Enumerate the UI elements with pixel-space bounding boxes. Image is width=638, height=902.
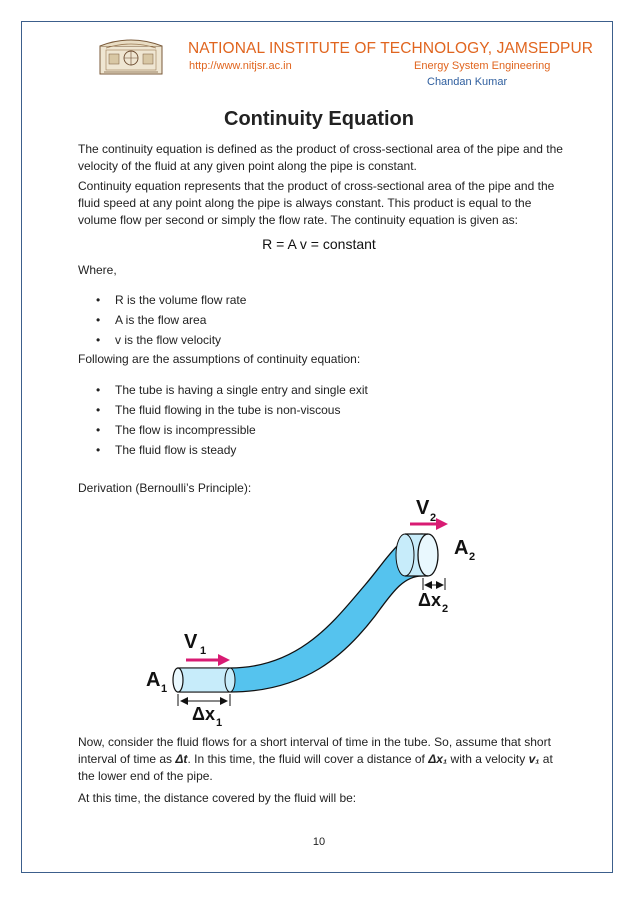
list-item: • The fluid flow is steady	[96, 440, 368, 460]
end-cap-2	[418, 534, 438, 576]
label-dx1: Δx	[192, 704, 215, 724]
delta-t-symbol: Δt	[175, 752, 188, 766]
tube-section-1	[178, 668, 230, 692]
institute-url[interactable]: http://www.nitjsr.ac.in	[189, 60, 292, 72]
institute-name: NATIONAL INSTITUTE OF TECHNOLOGY, JAMSEDPUR	[188, 40, 594, 57]
department-name: Energy System Engineering	[414, 60, 551, 72]
label-a1-sub: 1	[161, 683, 168, 695]
where-label: Where,	[78, 263, 117, 277]
page-number: 10	[312, 836, 326, 848]
end-cap-1	[173, 668, 183, 692]
label-v2: V	[416, 497, 430, 519]
assumption-list	[96, 380, 368, 460]
label-dx2: Δx	[418, 590, 441, 610]
intro-paragraph-2: Continuity equation represents that the product of cross-sectional area of the pipe and the fluid speed at any point along the pipe is always constant. This product is equal to the volume flow per second or simply the flow rate. The continuity equation is given as:	[78, 179, 555, 227]
v1-symbol: v₁	[528, 752, 540, 766]
velocity-arrow-1	[186, 654, 230, 666]
variable-list	[96, 290, 246, 350]
derivation-paragraph-1: Now, consider the fluid flows for a short interval of time in the tube. So, assume that short interval of time as Δt. In this time, the fluid will cover a distance of Δx₁ with a velocity v₁ at the lower end of the pipe.	[78, 735, 553, 783]
page-title: Continuity Equation	[224, 108, 414, 130]
list-item: • R is the volume flow rate	[96, 290, 246, 310]
continuity-equation: R = A v = constant	[262, 236, 376, 252]
dx2-dimension	[423, 578, 445, 590]
intro-paragraph-1: The continuity equation is defined as the product of cross-sectional area of the pipe and the velocity of the fluid at any given point along the pipe is constant.	[78, 142, 563, 173]
derivation-label: Derivation (Bernoulli’s Principle):	[78, 481, 252, 495]
label-v1: V	[184, 631, 198, 653]
flow-tube-diagram	[140, 490, 490, 730]
label-dx2-sub: 2	[442, 603, 449, 615]
assumptions-intro: Following are the assumptions of continuity equation:	[78, 352, 361, 366]
list-item: • The fluid flowing in the tube is non-viscous	[96, 400, 368, 420]
delta-x1-symbol: Δx₁	[428, 752, 448, 766]
label-a2: A	[454, 537, 469, 559]
institute-logo	[96, 38, 166, 76]
list-item: • The flow is incompressible	[96, 420, 368, 440]
author-name: Chandan Kumar	[427, 76, 508, 88]
label-a2-sub: 2	[469, 551, 476, 563]
label-a1: A	[146, 669, 161, 691]
label-v2-sub: 2	[430, 512, 437, 524]
label-v1-sub: 1	[200, 645, 207, 657]
derivation-paragraph-2: At this time, the distance covered by the fluid will be:	[78, 791, 357, 805]
label-dx1-sub: 1	[216, 717, 223, 729]
list-item: • A is the flow area	[96, 310, 246, 330]
list-item: • The tube is having a single entry and single exit	[96, 380, 368, 400]
list-item: • v is the flow velocity	[96, 330, 246, 350]
velocity-arrow-2	[410, 518, 448, 530]
